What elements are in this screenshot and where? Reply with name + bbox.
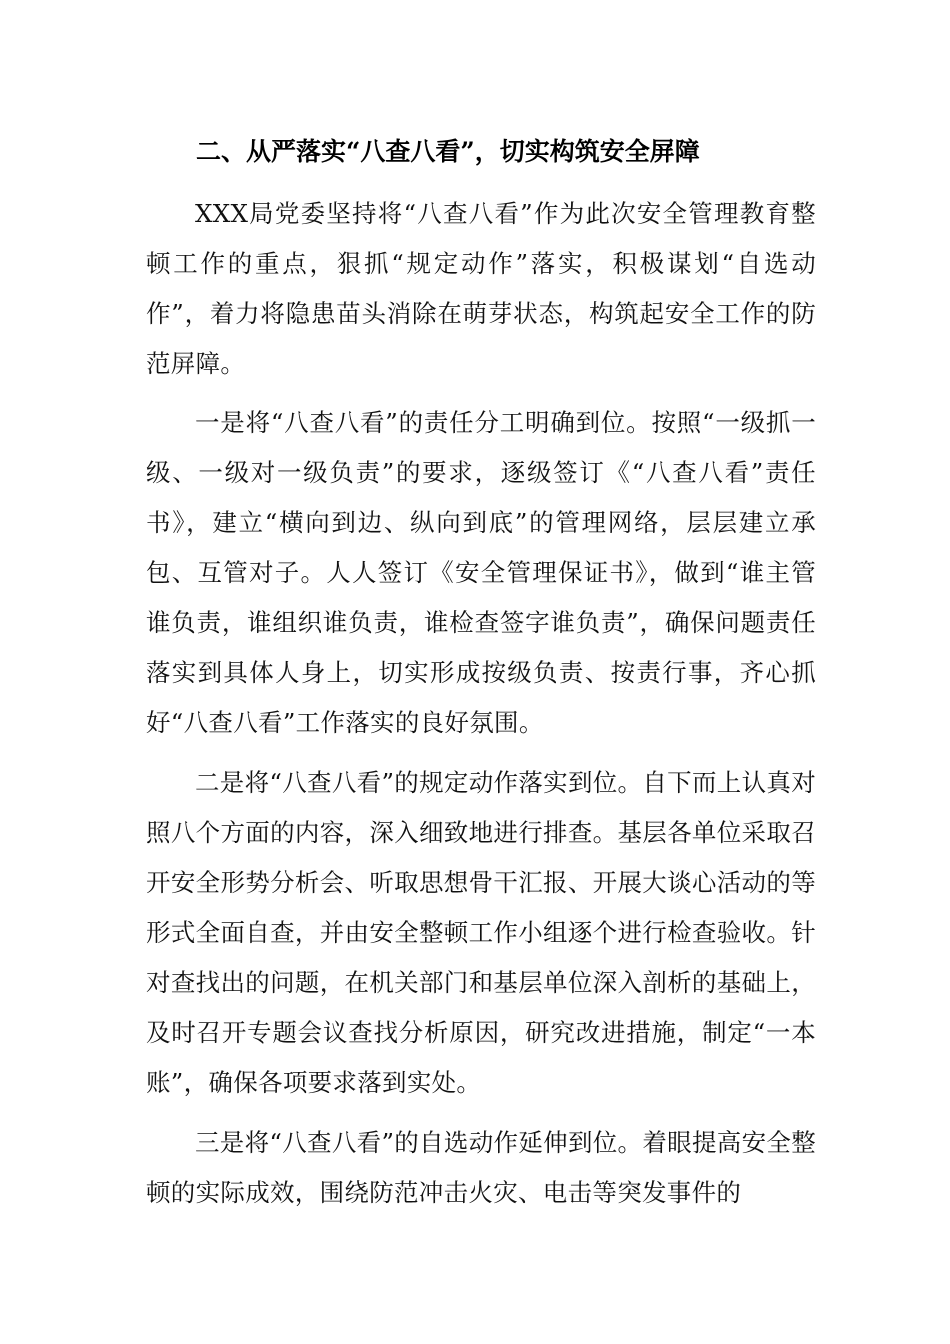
section-heading: 二、从严落实“八查八看”，切实构筑安全屏障 <box>196 137 700 166</box>
paragraph-point-three: 三是将“八查八看”的自选动作延伸到位。着眼提高安全整顿的实际成效，围绕防范冲击火灾、电击等突发事件的 <box>146 1128 816 1207</box>
paragraph-point-two: 二是将“八查八看”的规定动作落实到位。自下而上认真对照八个方面的内容，深入细致地进行排查。基层各单位采取召开安全形势分析会、听取思想骨干汇报、开展大谈心活动的等形式全面自查，并由安全整顿工作小组逐个进行检查验收。针对查找出的问题，在机关部门和基层单位深入剖析的基础上，及时召开专题会议查找分析原因，研究改进措施，制定“一本账”，确保各项要求落到实处。 <box>146 768 816 1097</box>
paragraph-point-one: 一是将“八查八看”的责任分工明确到位。按照“一级抓一级、一级对一级负责”的要求，逐级签订《“八查八看”责任书》，建立“横向到边、纵向到底”的管理网络，层层建立承包、互管对子。人人签订《安全管理保证书》，做到“谁主管谁负责，谁组织谁负责，谁检查签字谁负责”，确保问题责任落实到具体人身上，切实形成按级负责、按责行事，齐心抓好“八查八看”工作落实的良好氛围。 <box>146 408 816 737</box>
paragraph-intro: XXX局党委坚持将“八查八看”作为此次安全管理教育整顿工作的重点，狠抓“规定动作”落实，积极谋划“自选动作”，着力将隐患苗头消除在萌芽状态，构筑起安全工作的防范屏障。 <box>146 199 816 378</box>
